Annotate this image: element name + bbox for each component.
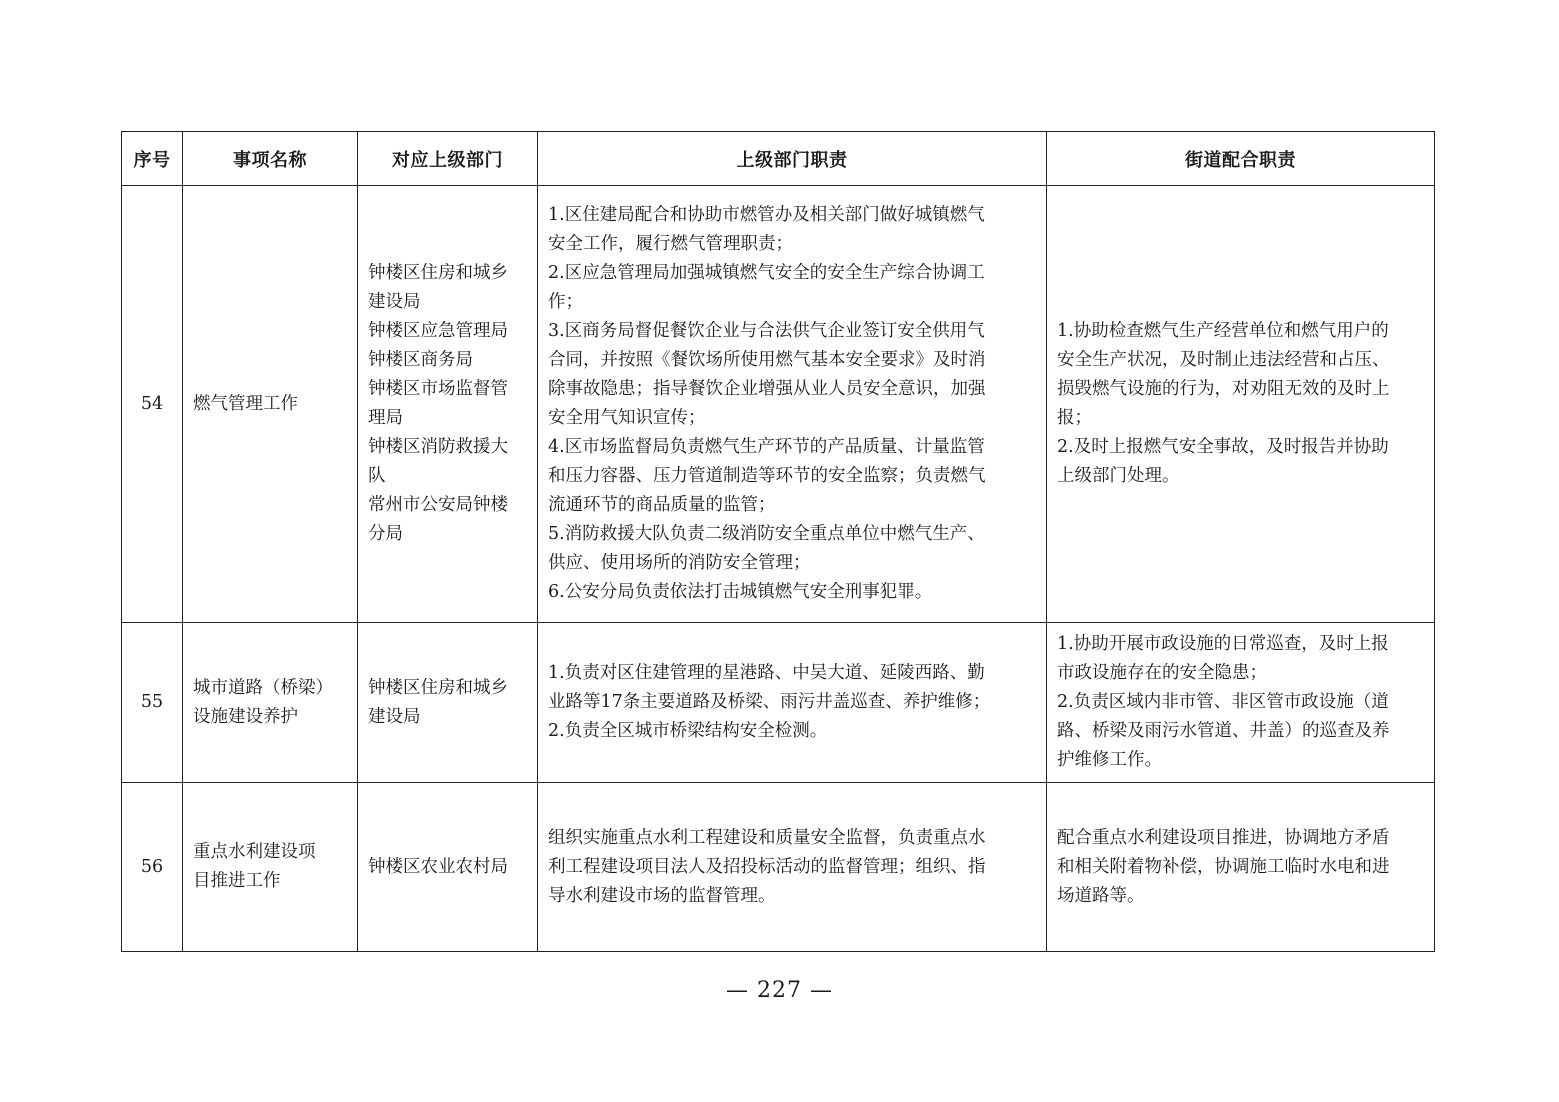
header-department: 对应上级部门 bbox=[358, 132, 538, 186]
table-row bbox=[122, 623, 1435, 783]
dept-duties-cell bbox=[538, 623, 1047, 783]
department-line: 钟楼区农业农村局 bbox=[368, 856, 508, 877]
duty-line: 4.区市场监督局负责燃气生产环节的产品质量、计量监管 bbox=[548, 437, 985, 457]
street-duty-line: 市政设施存在的安全隐患； bbox=[1057, 663, 1267, 683]
department-line: 钟楼区商务局 bbox=[368, 350, 473, 370]
street-duties-cell bbox=[1047, 186, 1435, 623]
department-line: 钟楼区住房和城乡 bbox=[368, 263, 508, 283]
department-line: 队 bbox=[368, 466, 386, 486]
street-duty-line: 路、桥梁及雨污水管道、井盖）的巡查及养 bbox=[1057, 721, 1390, 741]
duty-line: 供应、使用场所的消防安全管理； bbox=[548, 553, 811, 573]
department-cell bbox=[358, 186, 538, 623]
street-duty-line: 上级部门处理。 bbox=[1057, 466, 1180, 486]
item-name-cell bbox=[183, 186, 358, 623]
duty-line: 利工程建设项目法人及招投标活动的监督管理；组织、指 bbox=[548, 856, 986, 877]
table-row bbox=[122, 186, 1435, 623]
department-cell bbox=[358, 623, 538, 783]
item-name-line: 设施建设养护 bbox=[193, 706, 298, 727]
street-duty-line: 护维修工作。 bbox=[1057, 750, 1162, 770]
street-duty-line: 和相关附着物补偿，协调施工临时水电和进 bbox=[1057, 856, 1390, 877]
street-duty-line: 2.负责区域内非市管、非区管市政设施（道 bbox=[1057, 692, 1389, 712]
item-name-line: 重点水利建设项 bbox=[193, 842, 316, 862]
row-number: 56 bbox=[122, 783, 183, 952]
header-street-duties: 街道配合职责 bbox=[1047, 132, 1435, 186]
dept-duties-cell bbox=[538, 186, 1047, 623]
department-line: 常州市公安局钟楼 bbox=[368, 495, 508, 515]
street-duty-line: 1.协助开展市政设施的日常巡查，及时上报 bbox=[1057, 634, 1389, 654]
department-line: 建设局 bbox=[368, 292, 421, 312]
street-duties-cell bbox=[1047, 623, 1435, 783]
duty-line: 合同，并按照《餐饮场所使用燃气基本安全要求》及时消 bbox=[548, 350, 986, 370]
department-line: 钟楼区住房和城乡 bbox=[368, 677, 508, 698]
duty-line: 流通环节的商品质量的监管； bbox=[548, 495, 776, 515]
item-name-line: 城市道路（桥梁） bbox=[193, 677, 333, 698]
duty-line: 安全工作，履行燃气管理职责； bbox=[548, 234, 793, 254]
street-duty-line: 损毁燃气设施的行为，对劝阻无效的及时上 bbox=[1057, 379, 1390, 399]
page-number: — 227 — bbox=[726, 978, 833, 1003]
department-line: 钟楼区市场监督管 bbox=[368, 379, 508, 399]
department-cell bbox=[358, 783, 538, 952]
street-duties-cell bbox=[1047, 783, 1435, 952]
street-duty-line: 报； bbox=[1057, 408, 1092, 428]
street-duty-line: 配合重点水利建设项目推进，协调地方矛盾 bbox=[1057, 827, 1390, 848]
department-line: 分局 bbox=[368, 524, 403, 544]
duty-line: 和压力容器、压力管道制造等环节的安全监察；负责燃气 bbox=[548, 466, 986, 486]
dept-duties-cell bbox=[538, 783, 1047, 952]
street-duty-line: 1.协助检查燃气生产经营单位和燃气用户的 bbox=[1057, 321, 1389, 341]
duty-line: 除事故隐患；指导餐饮企业增强从业人员安全意识，加强 bbox=[548, 379, 986, 399]
row-number: 55 bbox=[122, 623, 183, 783]
header-item-name: 事项名称 bbox=[183, 132, 358, 186]
department-line: 钟楼区消防救援大 bbox=[368, 437, 508, 457]
duty-line: 6.公安分局负责依法打击城镇燃气安全刑事犯罪。 bbox=[548, 582, 933, 602]
duty-line: 1.区住建局配合和协助市燃管办及相关部门做好城镇燃气 bbox=[548, 205, 985, 225]
header-dept-duties: 上级部门职责 bbox=[538, 132, 1047, 186]
street-duty-line: 2.及时上报燃气安全事故，及时报告并协助 bbox=[1057, 437, 1389, 457]
duty-line: 组织实施重点水利工程建设和质量安全监督，负责重点水 bbox=[548, 827, 986, 848]
street-duty-line: 安全生产状况，及时制止违法经营和占压、 bbox=[1057, 350, 1390, 370]
duty-line: 2.负责全区城市桥梁结构安全检测。 bbox=[548, 721, 828, 741]
street-duty-line: 场道路等。 bbox=[1057, 885, 1145, 906]
duty-line: 2.区应急管理局加强城镇燃气安全的安全生产综合协调工 bbox=[548, 263, 985, 283]
duty-line: 1.负责对区住建管理的星港路、中吴大道、延陵西路、勤 bbox=[548, 663, 985, 683]
item-name-line: 燃气管理工作 bbox=[193, 393, 298, 414]
department-line: 理局 bbox=[368, 408, 403, 428]
table-header-row bbox=[122, 132, 1435, 186]
duty-line: 业路等17条主要道路及桥梁、雨污井盖巡查、养护维修； bbox=[548, 692, 991, 712]
duty-line: 5.消防救援大队负责二级消防安全重点单位中燃气生产、 bbox=[548, 524, 985, 544]
table-row bbox=[122, 783, 1435, 952]
department-line: 钟楼区应急管理局 bbox=[368, 321, 508, 341]
header-number: 序号 bbox=[122, 132, 183, 186]
item-name-cell bbox=[183, 783, 358, 952]
item-name-cell bbox=[183, 623, 358, 783]
duty-line: 安全用气知识宣传； bbox=[548, 408, 706, 428]
department-line: 建设局 bbox=[368, 706, 421, 727]
duty-line: 作； bbox=[548, 292, 583, 312]
duty-table bbox=[121, 131, 1435, 952]
duty-line: 3.区商务局督促餐饮企业与合法供气企业签订安全供用气 bbox=[548, 321, 985, 341]
row-number: 54 bbox=[122, 186, 183, 623]
duty-line: 导水利建设市场的监督管理。 bbox=[548, 885, 776, 906]
item-name-line: 目推进工作 bbox=[193, 871, 281, 891]
